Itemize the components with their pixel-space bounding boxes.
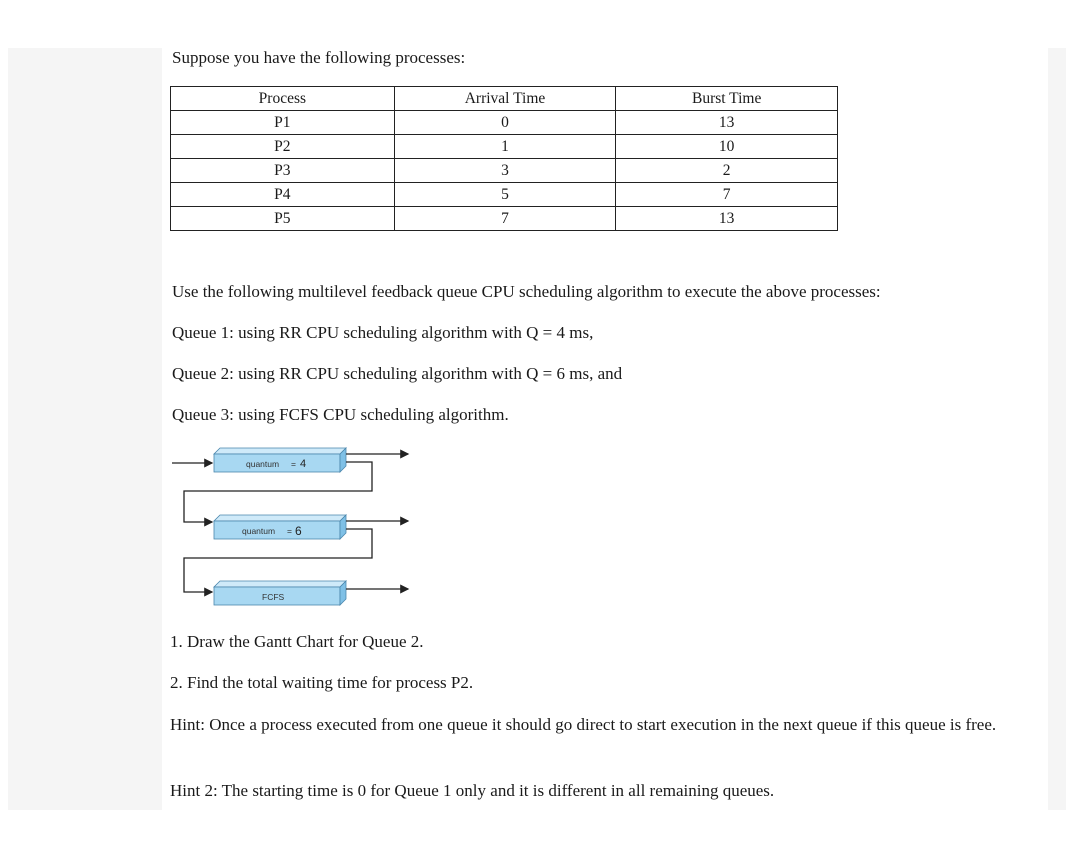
cell-process: P5 [171,207,395,231]
queue2-label: quantum [242,526,276,536]
cell-process: P4 [171,183,395,207]
table-row [171,207,838,231]
hint-2: Hint 2: The starting time is 0 for Queue 1 only and it is different in all remaining queues. [170,781,775,800]
cell-process: P1 [171,111,395,135]
queue2-top-face [214,515,346,521]
cell-arrival: 5 [394,183,616,207]
header-arrival-time: Arrival Time [394,87,616,111]
cell-arrival: 7 [394,207,616,231]
cell-arrival: 3 [394,159,616,183]
cell-process: P2 [171,135,395,159]
cell-burst: 7 [616,183,838,207]
queue2-equals: = [287,526,292,536]
table-row [171,159,838,183]
question-2: 2. Find the total waiting time for process P2. [170,673,474,692]
intro-text: Suppose you have the following processes: [172,48,466,67]
queue2-front-face [214,521,340,539]
hint-1: Hint: Once a process executed from one queue it should go direct to start execution in the next queue if this queue is free. [170,715,997,734]
mlfq-diagram [168,440,418,612]
header-process: Process [171,87,395,111]
queue1-equals: = [291,459,296,469]
question-1: 1. Draw the Gantt Chart for Queue 2. [170,632,424,651]
table-row [171,135,838,159]
cell-arrival: 0 [394,111,616,135]
cell-burst: 13 [616,111,838,135]
table-header-row [171,87,838,111]
table-row [171,111,838,135]
queue3-description: Queue 3: using FCFS CPU scheduling algorithm. [172,405,509,424]
queue1-top-face [214,448,346,454]
queue3-top-face [214,581,346,587]
queue1-label: quantum [246,459,280,469]
queue2-quantum-value: 6 [295,524,302,538]
header-burst-time: Burst Time [616,87,838,111]
process-table [170,86,838,231]
cell-arrival: 1 [394,135,616,159]
queue2-description: Queue 2: using RR CPU scheduling algorithm with Q = 6 ms, and [172,364,623,383]
table-row [171,183,838,207]
queue1-description: Queue 1: using RR CPU scheduling algorithm with Q = 4 ms, [172,323,594,342]
queue3-box [214,581,408,605]
queue3-label: FCFS [262,592,285,602]
cell-burst: 10 [616,135,838,159]
cell-burst: 13 [616,207,838,231]
queue1-box [172,448,408,522]
queue1-quantum-value: 4 [300,458,307,470]
cell-process: P3 [171,159,395,183]
instructions-lead: Use the following multilevel feedback queue CPU scheduling algorithm to execute the above processes: [172,282,881,301]
queue2-box [184,515,408,592]
cell-burst: 2 [616,159,838,183]
